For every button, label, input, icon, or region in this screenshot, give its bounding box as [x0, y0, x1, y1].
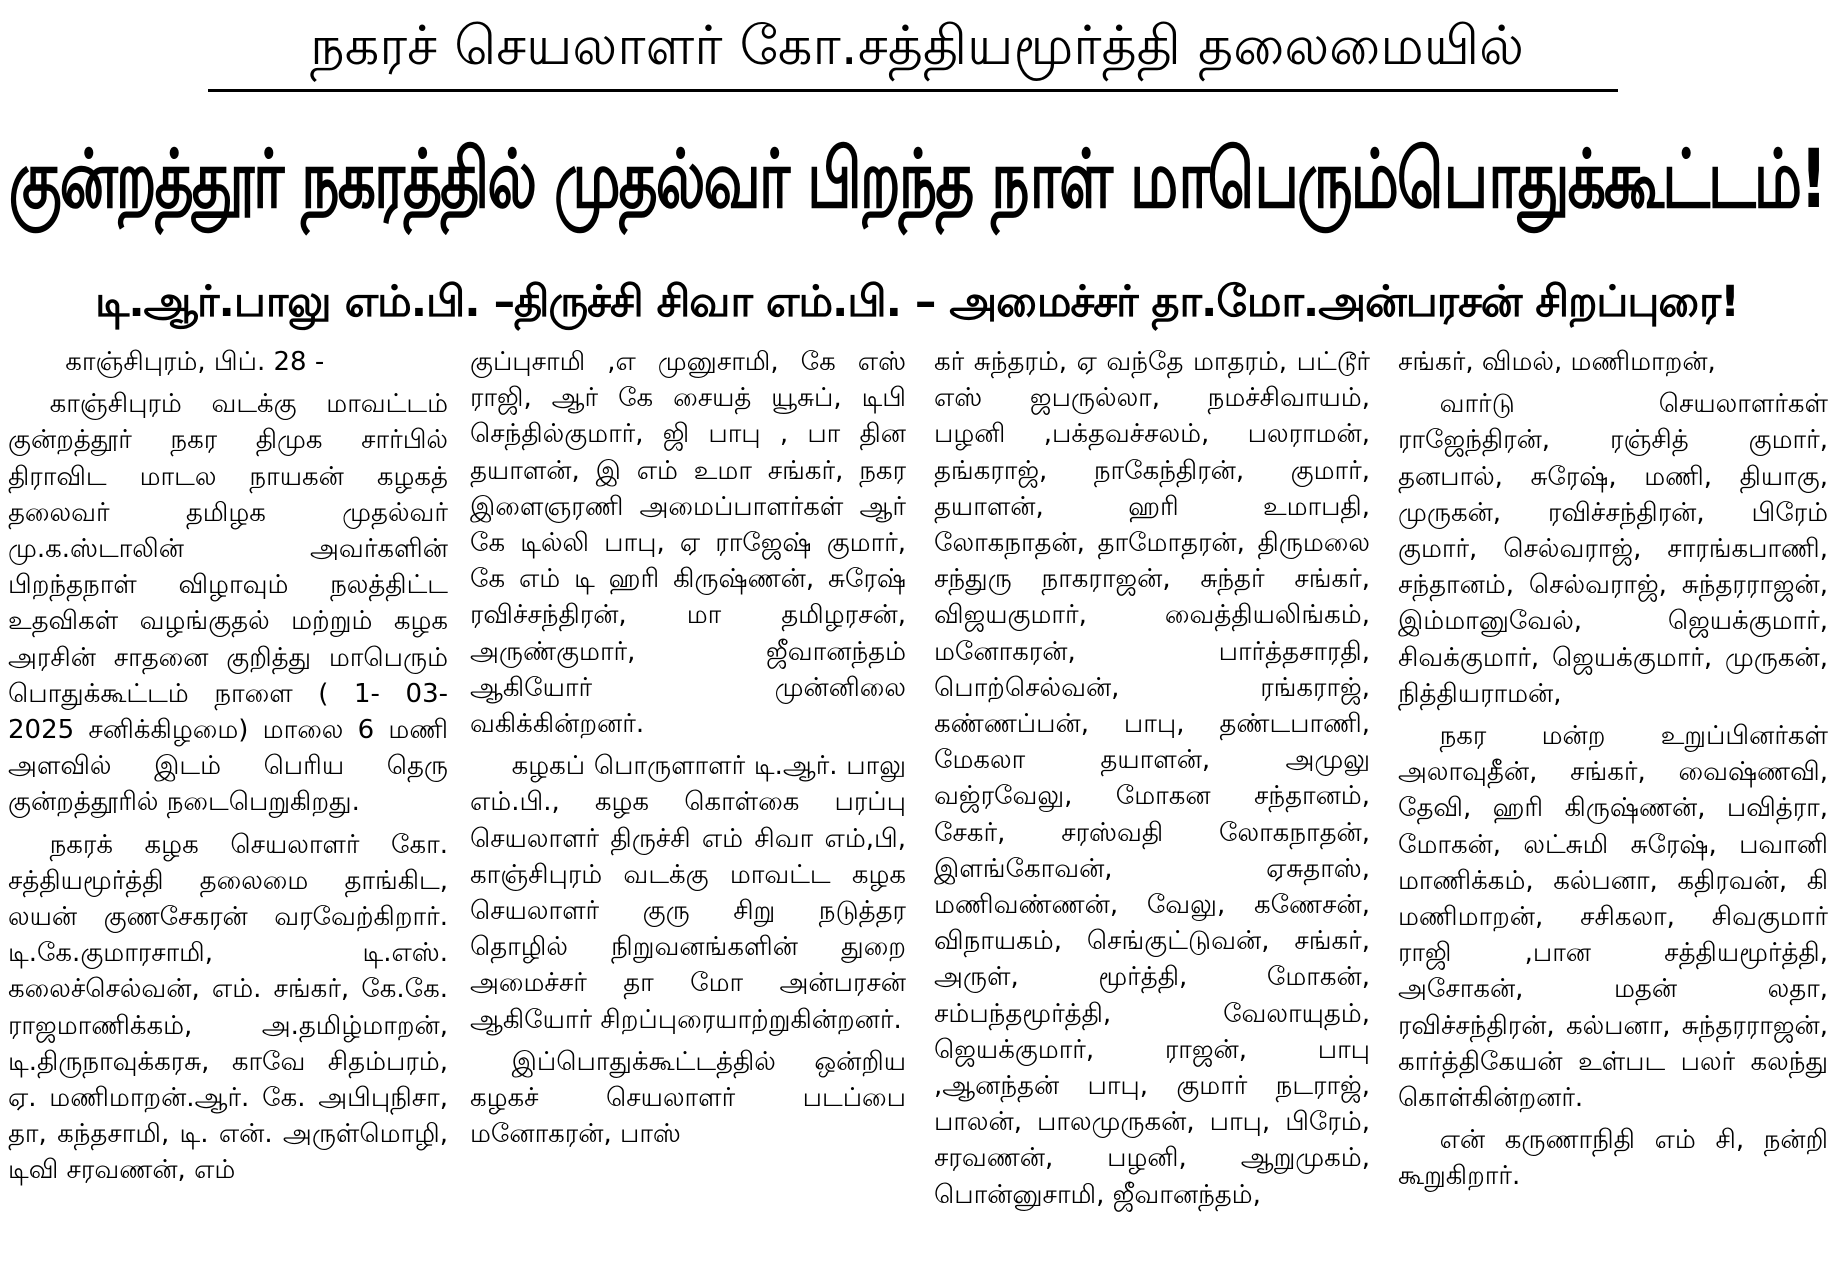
headline: குன்றத்தூர் நகரத்தில் முதல்வர் பிறந்த நாள் மாபெரும்பொதுக்கூட்டம்! [8, 132, 1826, 228]
article-column-2 [470, 344, 906, 1262]
article-paragraph: குப்புசாமி ,எ முனுசாமி, கே எஸ் ராஜி, ஆர் கே சையத் யூசுப், டிபி செந்தில்குமார், ஜி பாபு , பா தின தயாளன், இ எம் உமா சங்கர், நகர இளைஞரணி அமைப்பாளர்கள் ஆர் கே டில்லி பாபு, ஏ ராஜேஷ் குமார், கே எம் டி ஹரி கிருஷ்ணன், சுரேஷ் ரவிச்சந்திரன், மா தமிழரசன், அருண்குமார், ஜீவானந்தம் ஆகியோர் முன்னிலை வகிக்கின்றனர். [470, 347, 906, 740]
kicker-line: நகரச் செயலாளர் கோ.சத்தியமூர்த்தி தலைமையில் [310, 14, 1524, 77]
subheadline: டி.ஆர்.பாலு எம்.பி. –திருச்சி சிவா எம்.பி. – அமைச்சர் தா.மோ.அன்பரசன் சிறப்புரை! [95, 277, 1739, 327]
article-paragraph: சங்கர், விமல், மணிமாறன், [1398, 347, 1716, 377]
dateline: காஞ்சிபுரம், பிப். 28 - [65, 347, 325, 377]
article-column-3 [934, 344, 1370, 1262]
article-column-1 [8, 344, 448, 1262]
article-paragraph: நகர மன்ற உறுப்பினர்கள் அலாவுதீன், சங்கர், வைஷ்ணவி, தேவி, ஹரி கிருஷ்ணன், பவித்ரா, மோகன், லட்சுமி சுரேஷ், பவானி மாணிக்கம், கல்பனா, கதிரவன், கி மணிமாறன், சசிகலா, சிவகுமார் ராஜி ,பான சத்தியமூர்த்தி, அசோகன், மதன் லதா, ரவிச்சந்திரன், கல்பனா, சுந்தரராஜன், கார்த்திகேயன் உள்பட பலர் கலந்து கொள்கின்றனர். [1398, 721, 1828, 1114]
article-column-4 [1398, 344, 1828, 1262]
article-paragraph: இப்பொதுக்கூட்டத்தில் ஒன்றிய கழகச் செயலாளர் படப்பை மனோகரன், பாஸ் [470, 1046, 906, 1150]
article-paragraph: என் கருணாநிதி எம் சி, நன்றி கூறுகிறார். [1398, 1125, 1828, 1192]
article-paragraph: கர் சுந்தரம், ஏ வந்தே மாதரம், பட்டூர் எஸ் ஜபருல்லா, நமச்சிவாயம், பழனி ,பக்தவச்சலம், பலராமன், தங்கராஜ், நாகேந்திரன், குமார், தயாளன், ஹரி உமாபதி, லோகநாதன், தாமோதரன், திருமலை சந்துரு நாகராஜன், சுந்தர் சங்கர், விஜயகுமார், வைத்தியலிங்கம், மனோகரன், பார்த்தசாரதி, பொற்செல்வன், ரங்கராஜ், கண்ணப்பன், பாபு, தண்டபாணி, மேகலா தயாளன், அமுலு வஜ்ரவேலு, மோகன சந்தானம், சேகர், சரஸ்வதி லோகநாதன், இளங்கோவன், ஏசுதாஸ், மணிவண்ணன், வேலு, கணேசன், விநாயகம், செங்குட்டுவன், சங்கர், அருள், மூர்த்தி, மோகன், சம்பந்தமூர்த்தி, வேலாயுதம், ஜெயக்குமார், ராஜன், பாபு ,ஆனந்தன் பாபு, குமார் நடராஜ், பாலன், பாலமுருகன், பாபு, பிரேம், சரவணன், பழனி, ஆறுமுகம், பொன்னுசாமி, ஜீவானந்தம், [934, 347, 1370, 1210]
article-paragraph: வார்டு செயலாளர்கள் ராஜேந்திரன், ரஞ்சித் குமார், தனபால், சுரேஷ், மணி, தியாகு, முருகன், ரவிச்சந்திரன், பிரேம் குமார், செல்வராஜ், சாரங்கபாணி, சந்தானம், செல்வராஜ், சுந்தரராஜன், இம்மானுவேல், ஜெயக்குமார், சிவக்குமார், ஜெயக்குமார், முருகன், நித்தியராமன், [1398, 389, 1828, 709]
article-paragraph: நகரக் கழக செயலாளர் கோ. சத்தியமூர்த்தி தலைமை தாங்கிட, லயன் குணசேகரன் வரவேற்கிறார். டி.கே.குமாரசாமி, டி.எஸ். கலைச்செல்வன், எம். சங்கர், கே.கே. ராஜமாணிக்கம், அ.தமிழ்மாறன், டி.திருநாவுக்கரசு, காவே சிதம்பரம், ஏ. மணிமாறன்.ஆர். கே. அபிபுநிசா, தா, கந்தசாமி, டி. என். அருள்மொழி, டிவி சரவணன், எம் [8, 829, 448, 1186]
article-paragraph: காஞ்சிபுரம் வடக்கு மாவட்டம் குன்றத்தூர் நகர திமுக சார்பில் திராவிட மாடல நாயகன் கழகத் தலைவர் தமிழக முதல்வர் மு.க.ஸ்டாலின் அவர்களின் பிறந்தநாள் விழாவும் நலத்திட்ட உதவிகள் வழங்குதல் மற்றும் கழக அரசின் சாதனை குறித்து மாபெரும் பொதுக்கூட்டம் நாளை ( 1- 03- 2025 சனிக்கிழமை) மாலை 6 மணி அளவில் இடம் பெரிய தெரு குன்றத்தூரில் நடைபெறுகிறது. [8, 389, 448, 818]
article-columns [0, 344, 1834, 1266]
article-paragraph: கழகப் பொருளாளர் டி.ஆர். பாலு எம்.பி., கழக கொள்கை பரப்பு செயலாளர் திருச்சி எம் சிவா எம்,பி, காஞ்சிபுரம் வடக்கு மாவட்ட கழக செயலாளர் குரு சிறு நடுத்தர தொழில் நிறுவனங்களின் துறை அமைச்சர் தா மோ அன்பரசன் ஆகியோர் சிறப்புரையாற்றுகின்றனர். [470, 751, 906, 1035]
